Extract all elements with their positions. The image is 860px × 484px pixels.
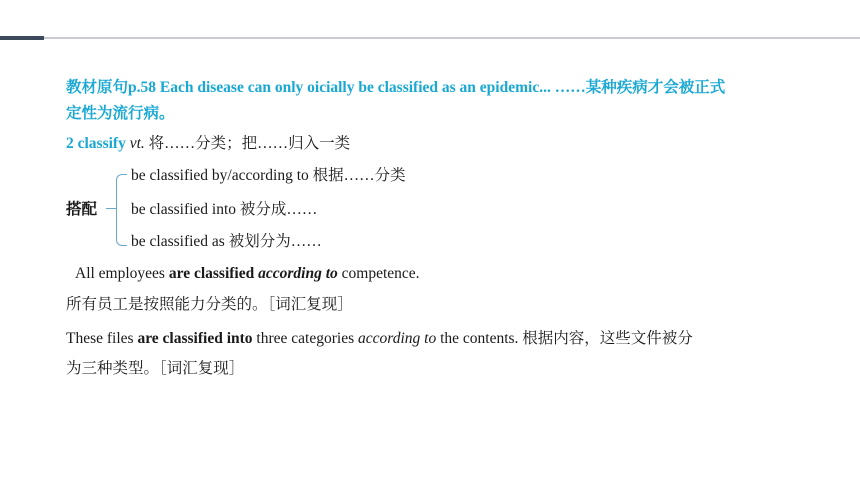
source-sentence-line2: 定性为流行病。 bbox=[66, 105, 175, 122]
example-1-sentence bbox=[75, 264, 420, 284]
collocation-item-2: be classified into 被分成…… bbox=[131, 201, 318, 218]
example-1-bold-italic: according to bbox=[258, 265, 338, 282]
example-2-lead: These files bbox=[66, 330, 138, 347]
example-1-bold: are classified bbox=[168, 265, 255, 282]
collocation-brace bbox=[116, 174, 127, 246]
collocation-item-1: be classified by/according to 根据……分类 bbox=[131, 167, 406, 184]
example-2-sentence bbox=[66, 329, 693, 349]
vocab-pos: vt. bbox=[129, 135, 145, 152]
example-1-lead: All employees bbox=[75, 265, 169, 282]
example-2-italic: according to bbox=[357, 330, 437, 347]
vocab-meaning: 将……分类；把……归入一类 bbox=[148, 135, 351, 152]
example-2-continuation: 为三种类型。［词汇复现］ bbox=[66, 360, 245, 377]
source-sentence-line1: 教材原句p.58 Each disease can only oicially be classified as an epidemic... ……某种疾病才会被正式 bbox=[66, 79, 726, 96]
header-accent-bar bbox=[0, 36, 44, 40]
vocab-word: 2 classify bbox=[66, 135, 126, 152]
example-1-tail: competence. bbox=[337, 265, 420, 282]
example-2-mid: three categories bbox=[252, 330, 358, 347]
collocation-label: 搭配 bbox=[66, 201, 98, 218]
example-1-translation: 所有员工是按照能力分类的。［词汇复现］ bbox=[66, 296, 353, 313]
collocation-brace-tick bbox=[106, 208, 116, 209]
header-divider bbox=[44, 37, 860, 39]
example-2-bold: are classified into bbox=[137, 330, 253, 347]
example-2-tail: the contents. 根据内容，这些文件被分 bbox=[436, 330, 693, 347]
vocab-heading bbox=[66, 134, 350, 154]
collocation-item-3: be classified as 被划分为…… bbox=[131, 233, 322, 250]
